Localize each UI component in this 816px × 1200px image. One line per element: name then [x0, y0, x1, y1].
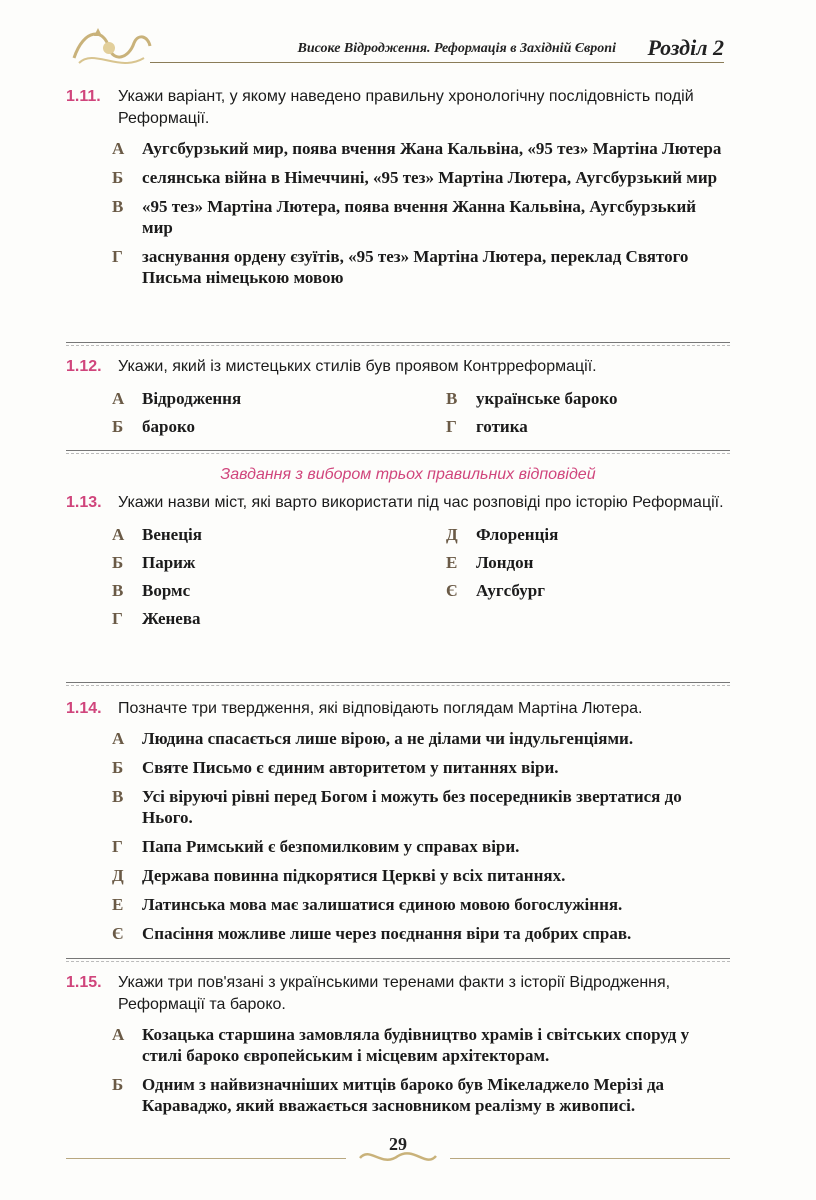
option-text: заснування ордену єзуїтів, «95 тез» Мартіна Лютера, переклад Святого Письма німецькою мовою [142, 247, 689, 287]
answer-option [446, 416, 746, 437]
question-number: 1.13. [66, 494, 102, 511]
subheading: Завдання з вибором трьох правильних відповідей [220, 466, 596, 483]
option-text: Відродження [142, 389, 242, 408]
option-text: Козацька старшина замовляла будівництво храмів і світських споруд у стилі бароко європейським і місцевим архітекторам. [142, 1025, 690, 1065]
option-text: Папа Римський є безпомилковим у справах віри. [142, 837, 520, 856]
answer-option [112, 608, 446, 629]
option-text: Одним з найвизначніших митців бароко був Мікеладжело Мерізі да Караваджо, який вважається засновником реалізму в живописі. [142, 1075, 665, 1115]
option-text: Держава повинна підкорятися Церкві у всіх питаннях. [142, 866, 566, 885]
option-letter: Д [112, 866, 124, 885]
option-text: Аугсбург [476, 581, 545, 600]
option-text: Париж [142, 553, 196, 572]
page-footer [66, 1130, 730, 1170]
option-text: Вормс [142, 581, 191, 600]
answer-option [112, 388, 446, 409]
answer-option [112, 580, 446, 601]
option-text: бароко [142, 417, 196, 436]
option-letter: Є [112, 924, 124, 943]
answer-option [112, 757, 730, 778]
question-text: Позначте три твердження, які відповідають поглядам Мартіна Лютера. [118, 700, 643, 717]
question-number: 1.14. [66, 700, 102, 717]
header-section-label: Розділ 2 [647, 35, 724, 60]
option-letter: А [112, 389, 125, 408]
question-text: Укажи, який із мистецьких стилів був проявом Контрреформації. [118, 358, 597, 375]
answer-option [112, 524, 446, 545]
option-text: Женева [142, 609, 201, 628]
option-text: українське бароко [476, 389, 618, 408]
answer-option [112, 923, 730, 944]
question-text: Укажи варіант, у якому наведено правильну хронологічну послідовність подій Реформації. [118, 88, 694, 127]
answer-option [446, 552, 746, 573]
question-1-15 [66, 972, 730, 1124]
option-letter: В [112, 581, 124, 600]
option-letter: Б [112, 758, 124, 777]
option-letter: Б [112, 553, 124, 572]
option-letter: Б [112, 168, 124, 187]
answer-option [112, 552, 446, 573]
section-divider [66, 450, 730, 451]
question-text: Укажи три пов'язані з українськими теренами факти з історії Відродження, Реформації та бароко. [118, 974, 671, 1013]
option-text: Флоренція [476, 525, 559, 544]
question-number: 1.15. [66, 974, 102, 991]
option-letter: Д [446, 525, 458, 544]
option-letter: Г [446, 417, 457, 436]
answer-option [112, 1074, 730, 1116]
answer-option [112, 786, 730, 828]
option-text: Людина спасається лише вірою, а не ділами чи індульгенціями. [142, 729, 634, 748]
option-text: Латинська мова має залишатися єдиною мовою богослужіння. [142, 895, 623, 914]
option-letter: Е [446, 553, 458, 572]
question-1-12 [66, 356, 730, 437]
question-number: 1.11. [66, 88, 101, 105]
footer-rule-left [66, 1158, 346, 1159]
option-text: готика [476, 417, 528, 436]
section-divider [66, 342, 730, 343]
page-number: 29 [389, 1134, 407, 1154]
option-letter: Є [446, 581, 458, 600]
answer-option [112, 167, 730, 188]
option-text: Аугсбурзький мир, поява вчення Жана Кальвіна, «95 тез» Мартіна Лютера [142, 139, 722, 158]
answer-option [112, 416, 446, 437]
option-letter: А [112, 729, 125, 748]
answer-option [112, 1024, 730, 1066]
option-letter: А [112, 1025, 125, 1044]
option-letter: Г [112, 609, 123, 628]
option-text: Святе Письмо є єдиним авторитетом у питаннях віри. [142, 758, 559, 777]
option-text: Лондон [476, 553, 534, 572]
header-rule [150, 62, 724, 63]
question-1-14 [66, 698, 730, 952]
question-1-11 [66, 86, 730, 296]
answer-option [112, 865, 730, 886]
option-letter: А [112, 139, 125, 158]
option-letter: Б [112, 1075, 124, 1094]
option-text: Венеція [142, 525, 202, 544]
option-letter: В [446, 389, 458, 408]
option-letter: В [112, 197, 124, 216]
answer-option [446, 580, 746, 601]
option-text: Спасіння можливе лише через поєднання віри та добрих справ. [142, 924, 632, 943]
option-letter: Г [112, 247, 123, 266]
question-1-13 [66, 492, 730, 629]
section-divider [66, 682, 730, 683]
option-letter: Б [112, 417, 124, 436]
header-chapter-title: Високе Відродження. Реформація в Західній Європі [297, 41, 616, 56]
option-text: селянська війна в Німеччині, «95 тез» Мартіна Лютера, Аугсбурзький мир [142, 168, 718, 187]
option-text: «95 тез» Мартіна Лютера, поява вчення Жанна Кальвіна, Аугсбурзький мир [142, 197, 697, 237]
question-number: 1.12. [66, 358, 102, 375]
answer-option [446, 524, 746, 545]
option-letter: Г [112, 837, 123, 856]
option-text: Усі віруючі рівні перед Богом і можуть без посередників звертатися до Нього. [142, 787, 682, 827]
answer-option [112, 894, 730, 915]
answer-option [446, 388, 746, 409]
section-divider [66, 958, 730, 959]
decorative-ornament-icon [64, 18, 154, 78]
option-letter: В [112, 787, 124, 806]
answer-option [112, 836, 730, 857]
answer-option [112, 246, 730, 288]
answer-option [112, 728, 730, 749]
option-letter: А [112, 525, 125, 544]
question-text: Укажи назви міст, які варто використати під час розповіді про історію Реформації. [118, 494, 724, 511]
option-letter: Е [112, 895, 124, 914]
answer-option [112, 138, 730, 159]
footer-rule-right [450, 1158, 730, 1159]
answer-option [112, 196, 730, 238]
